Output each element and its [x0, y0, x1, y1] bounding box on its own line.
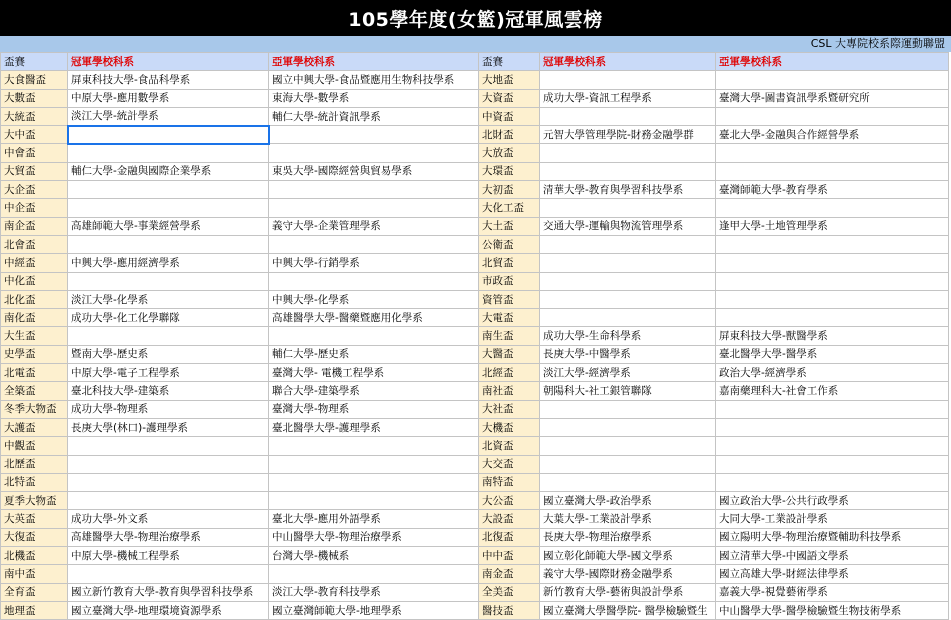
- cup-name-cell[interactable]: 北會盃: [1, 235, 68, 253]
- runner-up-cell[interactable]: 國立高雄大學-財經法律學系: [716, 565, 949, 583]
- runner-up-cell[interactable]: 臺北醫學大學-護理學系: [269, 418, 479, 436]
- cup-name-cell[interactable]: 南中盃: [1, 565, 68, 583]
- runner-up-cell[interactable]: [716, 455, 949, 473]
- runner-up-cell[interactable]: 中興大學-化學系: [269, 290, 479, 308]
- runner-up-cell[interactable]: 嘉南藥理科大-社會工作系: [716, 382, 949, 400]
- runner-up-cell[interactable]: [716, 290, 949, 308]
- champion-cell[interactable]: [540, 455, 716, 473]
- champion-cell[interactable]: [68, 327, 269, 345]
- runner-up-cell[interactable]: 中山醫學大學-物理治療學系: [269, 528, 479, 546]
- cup-name-cell[interactable]: 大貿盃: [1, 162, 68, 180]
- table-row: [1, 235, 949, 253]
- champion-cell[interactable]: 國立臺灣大學醫學院- 醫學檢驗暨生: [540, 601, 716, 619]
- champion-cell[interactable]: 淡江大學-化學系: [68, 290, 269, 308]
- cup-name-cell[interactable]: 大中盃: [1, 126, 68, 144]
- runner-up-cell[interactable]: [269, 181, 479, 199]
- runner-up-cell[interactable]: [269, 144, 479, 162]
- champion-cell[interactable]: [68, 126, 269, 144]
- champion-cell[interactable]: 國立彰化師範大學-國文學系: [540, 547, 716, 565]
- cup-name-cell[interactable]: 北財盃: [479, 126, 540, 144]
- table-row: [1, 107, 949, 125]
- champion-cell[interactable]: 國立新竹教育大學-教育與學習科技學系: [68, 583, 269, 601]
- cup-name-cell[interactable]: 北電盃: [1, 364, 68, 382]
- runner-up-cell[interactable]: [269, 272, 479, 290]
- table-row: [1, 583, 949, 601]
- runner-up-cell[interactable]: 高雄醫學大學-醫藥暨應用化學系: [269, 309, 479, 327]
- runner-up-cell[interactable]: [716, 437, 949, 455]
- runner-up-cell[interactable]: [716, 107, 949, 125]
- table-row: [1, 601, 949, 619]
- runner-up-cell[interactable]: 國立中興大學-食品暨應用生物科技學系: [269, 71, 479, 89]
- runner-up-cell[interactable]: [716, 473, 949, 491]
- table-row: [1, 565, 949, 583]
- champion-cell[interactable]: [540, 144, 716, 162]
- runner-up-cell[interactable]: 臺灣師範大學-教育學系: [716, 181, 949, 199]
- champion-cell[interactable]: 成功大學-化工化學聯隊: [68, 309, 269, 327]
- cup-name-cell[interactable]: 大復盃: [1, 528, 68, 546]
- cup-name-cell[interactable]: 北復盃: [479, 528, 540, 546]
- header-row: [1, 53, 949, 71]
- cup-name-cell[interactable]: 大生盃: [1, 327, 68, 345]
- table-row: [1, 71, 949, 89]
- cup-name-cell[interactable]: 大護盃: [1, 418, 68, 436]
- cup-name-cell[interactable]: 北貿盃: [479, 254, 540, 272]
- cup-name-cell[interactable]: 大統盃: [1, 107, 68, 125]
- cup-name-cell[interactable]: 醫技盃: [479, 601, 540, 619]
- runner-up-cell[interactable]: 國立臺灣師範大學-地理學系: [269, 601, 479, 619]
- cup-name-cell[interactable]: 大醫盃: [479, 345, 540, 363]
- cup-name-cell[interactable]: 全美盃: [479, 583, 540, 601]
- cup-name-cell[interactable]: 夏季大物盃: [1, 492, 68, 510]
- champions-table: [0, 52, 949, 620]
- cup-name-cell[interactable]: 大化工盃: [479, 199, 540, 217]
- champion-cell[interactable]: 長庚大學-物理治療學系: [540, 528, 716, 546]
- cup-name-cell[interactable]: 大社盃: [479, 400, 540, 418]
- runner-up-cell[interactable]: [716, 235, 949, 253]
- champion-cell[interactable]: [540, 437, 716, 455]
- champion-cell[interactable]: 國立臺灣大學-政治學系: [540, 492, 716, 510]
- champion-cell[interactable]: [540, 309, 716, 327]
- table-row: [1, 89, 949, 107]
- runner-up-cell[interactable]: [269, 199, 479, 217]
- runner-up-cell[interactable]: [716, 162, 949, 180]
- runner-up-cell[interactable]: [269, 235, 479, 253]
- cup-name-cell[interactable]: 南化盃: [1, 309, 68, 327]
- table-row: [1, 492, 949, 510]
- cup-name-cell[interactable]: 大交盃: [479, 455, 540, 473]
- table-row: [1, 199, 949, 217]
- table-row: [1, 455, 949, 473]
- champion-cell[interactable]: 國立臺灣大學-地理環境資源學系: [68, 601, 269, 619]
- runner-up-cell[interactable]: 中興大學-行銷學系: [269, 254, 479, 272]
- organization-label: CSL 大專院校系際運動聯盟: [0, 36, 951, 52]
- champion-cell[interactable]: 中原大學-應用數學系: [68, 89, 269, 107]
- champion-cell[interactable]: 成功大學-物理系: [68, 400, 269, 418]
- cup-name-cell[interactable]: 大放盃: [479, 144, 540, 162]
- table-row: [1, 217, 949, 235]
- champion-cell[interactable]: 大葉大學-工業設計學系: [540, 510, 716, 528]
- runner-up-cell[interactable]: 淡江大學-教育科技學系: [269, 583, 479, 601]
- cup-name-cell[interactable]: 大土盃: [479, 217, 540, 235]
- runner-up-cell[interactable]: 聯合大學-建築學系: [269, 382, 479, 400]
- table-row: [1, 272, 949, 290]
- champion-cell[interactable]: [68, 144, 269, 162]
- cup-name-cell[interactable]: 中企盃: [1, 199, 68, 217]
- champion-cell[interactable]: [540, 162, 716, 180]
- champion-cell[interactable]: 高雄師範大學-事業經營學系: [68, 217, 269, 235]
- champion-cell[interactable]: 清華大學-教育與學習科技學系: [540, 181, 716, 199]
- champion-cell[interactable]: 新竹教育大學-藝術與設計學系: [540, 583, 716, 601]
- page-title: 105學年度(女籃)冠軍風雲榜: [0, 0, 951, 36]
- column-header[interactable]: 盃賽: [1, 53, 68, 71]
- table-row: [1, 181, 949, 199]
- table-row: [1, 473, 949, 491]
- champion-cell[interactable]: [68, 437, 269, 455]
- cup-name-cell[interactable]: 北歷盃: [1, 455, 68, 473]
- runner-up-cell[interactable]: 國立政治大學-公共行政學系: [716, 492, 949, 510]
- cup-name-cell[interactable]: 資管盃: [479, 290, 540, 308]
- cup-name-cell[interactable]: 冬季大物盃: [1, 400, 68, 418]
- champion-cell[interactable]: 屏東科技大學-食品科學系: [68, 71, 269, 89]
- runner-up-cell[interactable]: [716, 199, 949, 217]
- cup-name-cell[interactable]: 全築盃: [1, 382, 68, 400]
- table-row: [1, 254, 949, 272]
- champion-cell[interactable]: 高雄醫學大學-物理治療學系: [68, 528, 269, 546]
- champion-cell[interactable]: [540, 199, 716, 217]
- champion-cell[interactable]: 臺北科技大學-建築系: [68, 382, 269, 400]
- champion-cell[interactable]: [68, 565, 269, 583]
- cup-name-cell[interactable]: 大食醫盃: [1, 71, 68, 89]
- champion-cell[interactable]: 成功大學-生命科學系: [540, 327, 716, 345]
- table-row: [1, 418, 949, 436]
- table-row: [1, 364, 949, 382]
- cup-name-cell[interactable]: 中中盃: [479, 547, 540, 565]
- champion-cell[interactable]: 長庚大學(林口)-護理學系: [68, 418, 269, 436]
- champion-cell[interactable]: 長庚大學-中醫學系: [540, 345, 716, 363]
- champion-cell[interactable]: [540, 254, 716, 272]
- champion-cell[interactable]: [68, 492, 269, 510]
- champion-cell[interactable]: 中原大學-機械工程學系: [68, 547, 269, 565]
- cup-name-cell[interactable]: 南企盃: [1, 217, 68, 235]
- champion-cell[interactable]: [540, 107, 716, 125]
- runner-up-cell[interactable]: [269, 455, 479, 473]
- table-row: [1, 144, 949, 162]
- runner-up-cell[interactable]: 嘉義大學-視覺藝術學系: [716, 583, 949, 601]
- runner-up-cell[interactable]: 台灣大學-機械系: [269, 547, 479, 565]
- champion-cell[interactable]: [540, 473, 716, 491]
- table-row: [1, 345, 949, 363]
- runner-up-cell[interactable]: [716, 254, 949, 272]
- runner-up-cell[interactable]: 臺灣大學- 電機工程學系: [269, 364, 479, 382]
- runner-up-cell[interactable]: 臺北大學-應用外語學系: [269, 510, 479, 528]
- champion-cell[interactable]: [540, 400, 716, 418]
- table-row: [1, 400, 949, 418]
- champion-cell[interactable]: [540, 418, 716, 436]
- champion-cell[interactable]: 義守大學-國際財務金融學系: [540, 565, 716, 583]
- table-row: [1, 126, 949, 144]
- cup-name-cell[interactable]: 大設盃: [479, 510, 540, 528]
- table-row: [1, 528, 949, 546]
- champion-cell[interactable]: 成功大學-資訊工程學系: [540, 89, 716, 107]
- champion-cell[interactable]: 元智大學管理學院-財務金融學群: [540, 126, 716, 144]
- runner-up-cell[interactable]: 政治大學-經濟學系: [716, 364, 949, 382]
- runner-up-cell[interactable]: [269, 327, 479, 345]
- cup-name-cell[interactable]: 大初盃: [479, 181, 540, 199]
- runner-up-cell[interactable]: 中山醫學大學-醫學檢驗暨生物技術學系: [716, 601, 949, 619]
- champion-cell[interactable]: [68, 473, 269, 491]
- champion-cell[interactable]: [540, 290, 716, 308]
- table-row: [1, 162, 949, 180]
- cup-name-cell[interactable]: 南生盃: [479, 327, 540, 345]
- champion-cell[interactable]: 暨南大學-歷史系: [68, 345, 269, 363]
- runner-up-cell[interactable]: 義守大學-企業管理學系: [269, 217, 479, 235]
- table-row: [1, 327, 949, 345]
- cup-name-cell[interactable]: 大數盃: [1, 89, 68, 107]
- cup-name-cell[interactable]: 中會盃: [1, 144, 68, 162]
- runner-up-cell[interactable]: 臺北大學-金融與合作經營學系: [716, 126, 949, 144]
- table-row: [1, 547, 949, 565]
- champion-cell[interactable]: 中興大學-應用經濟學系: [68, 254, 269, 272]
- cup-name-cell[interactable]: 大公盃: [479, 492, 540, 510]
- cup-name-cell[interactable]: 史學盃: [1, 345, 68, 363]
- champion-cell[interactable]: 中原大學-電子工程學系: [68, 364, 269, 382]
- cup-name-cell[interactable]: 中化盃: [1, 272, 68, 290]
- runner-up-cell[interactable]: [716, 400, 949, 418]
- cup-name-cell[interactable]: 公衛盃: [479, 235, 540, 253]
- runner-up-cell[interactable]: [269, 492, 479, 510]
- runner-up-cell[interactable]: [716, 71, 949, 89]
- cup-name-cell[interactable]: 地理盃: [1, 601, 68, 619]
- cup-name-cell[interactable]: 南金盃: [479, 565, 540, 583]
- cup-name-cell[interactable]: 北特盃: [1, 473, 68, 491]
- cup-name-cell[interactable]: 大電盃: [479, 309, 540, 327]
- cup-name-cell[interactable]: 南社盃: [479, 382, 540, 400]
- champion-cell[interactable]: 輔仁大學-金融與國際企業學系: [68, 162, 269, 180]
- runner-up-cell[interactable]: [716, 272, 949, 290]
- cup-name-cell[interactable]: 北經盃: [479, 364, 540, 382]
- runner-up-cell[interactable]: [269, 473, 479, 491]
- runner-up-cell[interactable]: [716, 418, 949, 436]
- runner-up-cell[interactable]: 國立清華大學-中國語文學系: [716, 547, 949, 565]
- champion-cell[interactable]: 淡江大學-經濟學系: [540, 364, 716, 382]
- runner-up-cell[interactable]: 東海大學-數學系: [269, 89, 479, 107]
- cup-name-cell[interactable]: 南特盃: [479, 473, 540, 491]
- cup-name-cell[interactable]: 大資盃: [479, 89, 540, 107]
- table-row: [1, 382, 949, 400]
- champion-cell[interactable]: [68, 181, 269, 199]
- runner-up-cell[interactable]: [716, 309, 949, 327]
- cup-name-cell[interactable]: 中經盃: [1, 254, 68, 272]
- table-row: [1, 309, 949, 327]
- table-row: [1, 290, 949, 308]
- cup-name-cell[interactable]: 全育盃: [1, 583, 68, 601]
- champion-cell[interactable]: [540, 272, 716, 290]
- runner-up-cell[interactable]: [269, 565, 479, 583]
- champion-cell[interactable]: [68, 199, 269, 217]
- runner-up-cell[interactable]: 大同大學-工業設計學系: [716, 510, 949, 528]
- runner-up-cell[interactable]: 輔仁大學-歷史系: [269, 345, 479, 363]
- runner-up-cell[interactable]: 臺灣大學-圖書資訊學系暨研究所: [716, 89, 949, 107]
- column-header[interactable]: 冠軍學校科系: [68, 53, 269, 71]
- cup-name-cell[interactable]: 大機盃: [479, 418, 540, 436]
- runner-up-cell[interactable]: [269, 126, 479, 144]
- column-header[interactable]: 亞軍學校科系: [716, 53, 949, 71]
- cup-name-cell[interactable]: 北資盃: [479, 437, 540, 455]
- cup-name-cell[interactable]: 大英盃: [1, 510, 68, 528]
- runner-up-cell[interactable]: [269, 437, 479, 455]
- runner-up-cell[interactable]: 屏東科技大學-獸醫學系: [716, 327, 949, 345]
- cup-name-cell[interactable]: 大企盃: [1, 181, 68, 199]
- table-row: [1, 510, 949, 528]
- cup-name-cell[interactable]: 北機盃: [1, 547, 68, 565]
- cup-name-cell[interactable]: 北化盃: [1, 290, 68, 308]
- champion-cell[interactable]: [68, 455, 269, 473]
- cup-name-cell[interactable]: 大地盃: [479, 71, 540, 89]
- runner-up-cell[interactable]: 輔仁大學-統計資訊學系: [269, 107, 479, 125]
- cup-name-cell[interactable]: 中資盃: [479, 107, 540, 125]
- champion-cell[interactable]: [540, 235, 716, 253]
- table-row: [1, 437, 949, 455]
- cup-name-cell[interactable]: 中觀盃: [1, 437, 68, 455]
- runner-up-cell[interactable]: 東吳大學-國際經營與貿易學系: [269, 162, 479, 180]
- champion-cell[interactable]: 交通大學-運輸與物流管理學系: [540, 217, 716, 235]
- champion-cell[interactable]: 成功大學-外文系: [68, 510, 269, 528]
- column-header[interactable]: 亞軍學校科系: [269, 53, 479, 71]
- column-header[interactable]: 冠軍學校科系: [540, 53, 716, 71]
- champion-cell[interactable]: 淡江大學-統計學系: [68, 107, 269, 125]
- champion-cell[interactable]: [68, 272, 269, 290]
- runner-up-cell[interactable]: 臺北醫學大學-醫學系: [716, 345, 949, 363]
- cup-name-cell[interactable]: 大環盃: [479, 162, 540, 180]
- cup-name-cell[interactable]: 市政盃: [479, 272, 540, 290]
- column-header[interactable]: 盃賽: [479, 53, 540, 71]
- runner-up-cell[interactable]: 臺灣大學-物理系: [269, 400, 479, 418]
- champion-cell[interactable]: [68, 235, 269, 253]
- runner-up-cell[interactable]: 國立陽明大學-物理治療暨輔助科技學系: [716, 528, 949, 546]
- runner-up-cell[interactable]: [716, 144, 949, 162]
- champion-cell[interactable]: 朝陽科大-社工銀管聯隊: [540, 382, 716, 400]
- champion-cell[interactable]: [540, 71, 716, 89]
- runner-up-cell[interactable]: 逢甲大學-土地管理學系: [716, 217, 949, 235]
